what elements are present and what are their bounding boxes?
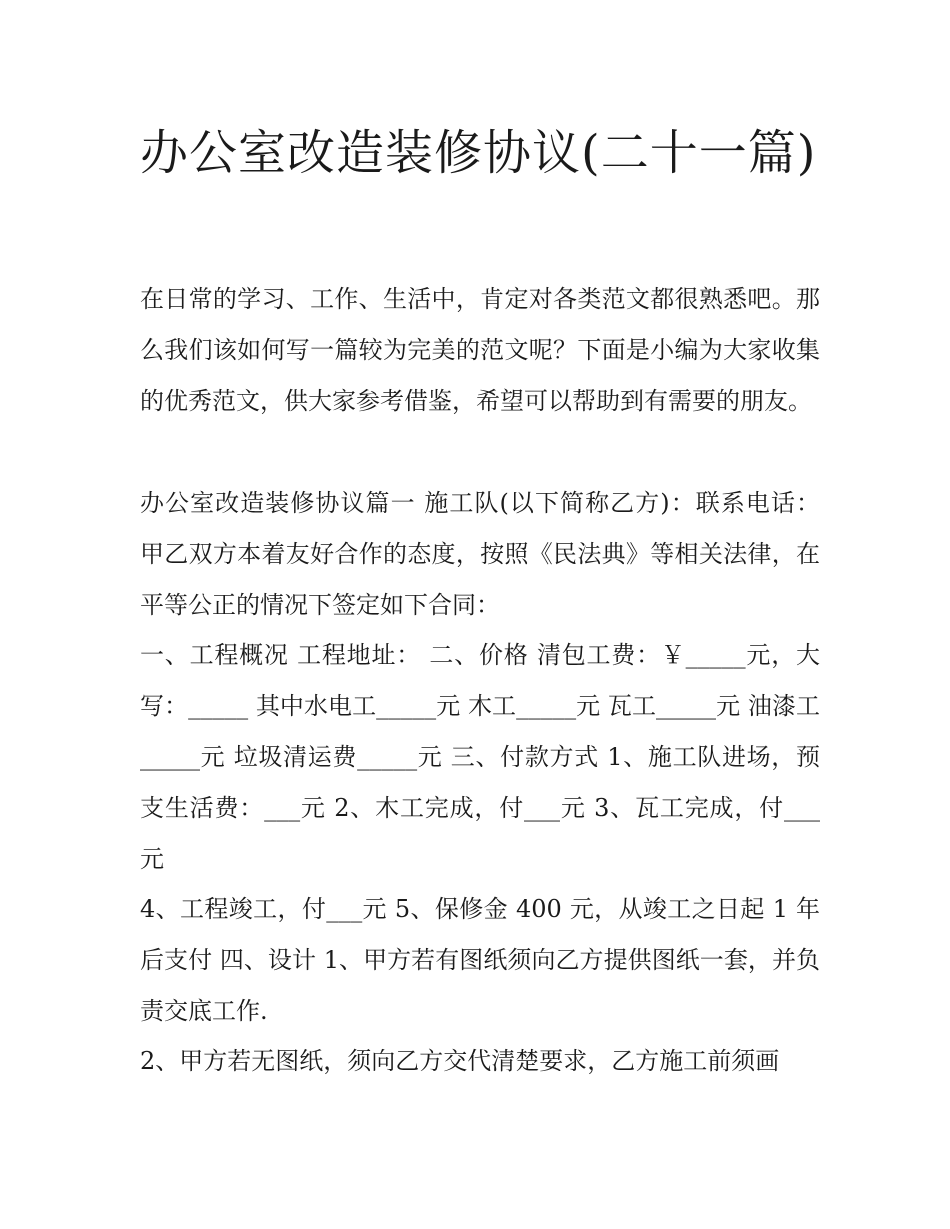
- agreement-parties-paragraph: 办公室改造装修协议篇一 施工队(以下简称乙方)：联系电话： 甲乙双方本着友好合作的态度，按照《民法典》等相关法律，在平等公正的情况下签定如下合同：: [140, 489, 820, 619]
- design-requirements-paragraph: 2、甲方若无图纸，须向乙方交代清楚要求，乙方施工前须画: [140, 1047, 780, 1075]
- intro-paragraph: 在日常的学习、工作、生活中，肯定对各类范文都很熟悉吧。那么我们该如何写一篇较为完美的范文呢？下面是小编为大家收集的优秀范文，供大家参考借鉴，希望可以帮助到有需要的朋友。: [140, 285, 820, 415]
- completion-design-paragraph: 4、工程竣工，付___元 5、保修金 400 元，从竣工之日起 1 年后支付 四、设计 1、甲方若有图纸须向乙方提供图纸一套，并负责交底工作.: [140, 895, 820, 1025]
- document-title: 办公室改造装修协议(二十一篇): [140, 125, 817, 181]
- project-price-payment-paragraph: 一、工程概况 工程地址： 二、价格 清包工费：￥_____元，大写：_____ 其中水电工_____元 木工_____元 瓦工_____元 油漆工_____元 垃圾清运费_____元 三、付款方式 1、施工队进场，预支生活费：___元 2、木工完成，付___元 3、瓦工完成，付___元: [140, 641, 820, 873]
